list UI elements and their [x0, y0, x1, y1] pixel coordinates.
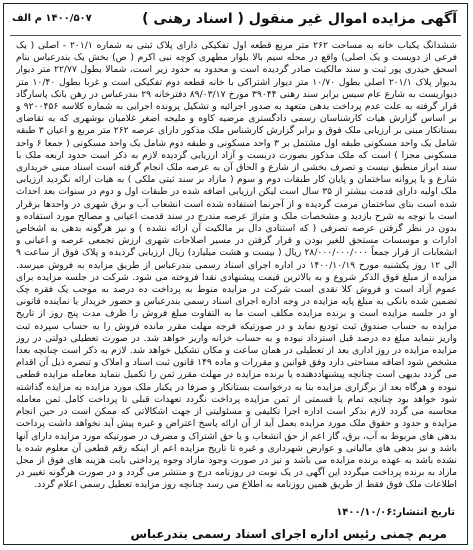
- notice-header: [8, 8, 463, 34]
- publication-date: تاریخ انتشار:۱۴۰۰/۱۰/۰۶: [336, 507, 455, 518]
- notice-reference: ۱۴۰۰/۵۰۷ م الف: [12, 13, 92, 24]
- notice-frame: [3, 3, 468, 545]
- notice-body: ششدانگ یکباب خانه به مساحت ۲۶۲ متر مربع قطعه اول تفکیکی دارای پلاک ثبتی به شماره ۲۰۱/۱ - اصلی ( یک فرعی از دویست و یک اصلی) واقع در محله سیم بالا بلوار مطهری کوچه نبی اکرم ( ص) بخش یک بندرعباس بنام اسحق حیدری پور ثبت و سند مالکیت صادر گردیده است و محدود به حدود زیر است، شمالا بطول ۲۲/۷۷ متر دیوار بدیوار پلاک ۲۰۱/۱ اصلی بطول ۱۰/۷۰ متر دیوار اشتراکی با خانه قطعه دوم تفکیکی است و غربا بطول ۱۰/۴۰ متر دیواریست به شارع عام سیس برابر سند رهنی ۳۹۰۴۴ مورخ ۸۹/۰۳/۱۷ دفترخانه ۲۹ بندرعباس در رهن بانک پاسارگاد قرار گرفته به علت عدم پرداخت بدهی متعهد به صدور اجرائیه و تشکیل پرونده اجرایی به شماره کلاسه ۹۲۰۰۴۵۶ و بر اساس گزارش هیات کارشناسان رسمی دادگستری مرضیه کاوه و ملیحه اصغر غلامیان بوشهری که به تقاضای بستانکار مبنی بر ارزیابی ملک فوق و برابر گزارش کارشناس ملک مذکور دارای عرصه ۲۶۲ متر مربع و اعیان ۳ طبقه شامل یک واحد مسکونی طبقه اول مشتمل بر ۳ واحد مسکونی و طبقه دوم شامل یک واحد مسکونی ( جمعا ۶ واحد مسکونی مجزا ) است که ملک مذکور بصورت دربست و آزاد ارزیابی گردیده لازم به ذکر است حدود اربعه ملک با سند ابراز منطبق نیست و تصرف بخشی از شارع و الحاق آن به عرصه ملک انجام گرفته است اسناد مبنی خریداری شارع و یا پروانه ساختمان و پایان کار طبقات دوم و سوم ( مازاد بر سند ثبتی ملکی ) به هیات ارائه نگردید ارزیابی ملک اولیه دارای قدمت بیشتر از ۳۵ سال است لیکن ارزیابی اضافه شده در طبقات اول و دوم در سنوات بعد احداث شده است بنای ساختمان مرمت گردیده و از آجرنما استفاده شده است انشعاب آب و برق شهری در واحدها برقرار است با توجه به شرح بازدید و مشخصات ملک و متراژ عرصه مندرج در سند قدمت اعیانی و مصالح مورد استفاده و بدون در نظر گرفتن عرصه تصرفی ( که استنادی دال بر مالکیت آن ارائه نشده ) و نیز هرگونه بدهی به اشخاص ادارات و موسسات مستحق للغیر بودن و قرار گرفتن در مسیر اصلاحات شهری ارزش تجمعی عرصه و اعیانی و انشعابات از قرار جمعاً ۲۸/۰۰۰/۰۰۰/۰۰۰ ریال ( بیست و هشت میلیارد) ریال ارزیابی گردیده و پلاک فوق از ساعت ۹ الی ۱۲ روز یکشنبه مورخ ۱۴۰۰/۱۰/۱۹ در اداره اجرای اسناد رسمی بندرعباس از طریق مزایده به فروش میرسد. مزایده از مبلغ فوق الذکر شروع و به بالاترین قیمت پیشنهادی نقدا فروخته می شود. شرکت در جلسه مزایده برای عموم آزاد است و فروش کلا نقدی است شرکت در مزایده منوط به پرداخت ده درصد به موجب یک فقره چک تضمین شده بانکی به مبلغ پایه مزایده در وجه اداره اجرای اسناد رسمی بندرعباس و حضور خریدار یا نماینده قانونی او در جلسه مزایده است و برنده مزایده مکلف است ما به التفاوت مبلغ فروش را ظرف مدت پنج روز از تاریخ مزایده به حساب صندوق ثبت تودیع نماید و در صورتیکه فرجه مهلت مقرر مانده فروش را به حساب سپرده ثبت واریز ننماید مبلغ ده درصد قبل استرداد نبوده و به حساب خزانه واریز خواهد شد. در صورت تعطیلی دولتی در روز مزایده مزایده در روز اداری بعد از تعطیلی در همان ساعت و مکان تشکیل خواهد شد. لازم به ذکر است چنانچه بعدا مشخص شود اضافه مساحتی دارد وفق قوانین و مقررات و ماده ۱۴۹ قانون ثبت اسناد و املاک و تبصره ذیل آن اقدام می گردد بدیهی است چنانچه پیشنهاددهنده یا برنده مزایده در مهلت مقرر ثمن را تکمیل ننماید معامله مزایده قطعی نبوده و هرگاه بعد از برگزاری مزایده بنا به درخواست بستانکار و صرفا در یکبار ملک مورد مزایده به مزایده گذاشته شود خواهد بود چنانچه تمام یا قسمتی از ثمن مزایده پرداخت نگردد تعهدات قبلی تا پرداخت کامل ثمن معامله محاسبه می گردد لازم بذکر است اداره اجرا تکلیفی و مسئولیتی از جهت اشکالاتی که ممکن است در حین انجام مزایده و حدود و حقوق ملک مورد مزایده بعمل آید از آن ارائه پاسخ اعتراض و غیره پیش آید نخواهد داشت پرداخت بدهی های مربوط به آب، برق، گاز اعم از حق انشعاب و یا حق اشتراک و مصرف در صورتیکه مورد مزایده دارای آنها باشد و نیز بدهی های مالیاتی و عوارض شهرداری و غیره تا تاریخ مزایده اعم از اینکه رقم قطعی آن معلوم شده یا نشده باشد به عهده برنده مزایده می باشد و نیز در صورت وجود مازاد وجوه پرداختی بابت هزینه های فوق از محل مازاد به برنده پرداخت میگردد این آگهی در یک نوبت در روزنامه درج و منتشر می گردد و در صورت هرگونه تغییر در اطلاعات ملک فوق فقط از طریق همین روزنامه به اطلاع می رسد چنانچه روز مزایده تعطیل رسمی اعلام گردد.: [16, 40, 457, 490]
- header-divider: [10, 35, 461, 36]
- signature-line: مریم چمنی رئیس اداره اجرای اسناد رسمی بندرعباس: [130, 527, 447, 541]
- notice-title: آگهی مزایده اموال غیر منقول ( اسناد رهنی ): [142, 11, 457, 27]
